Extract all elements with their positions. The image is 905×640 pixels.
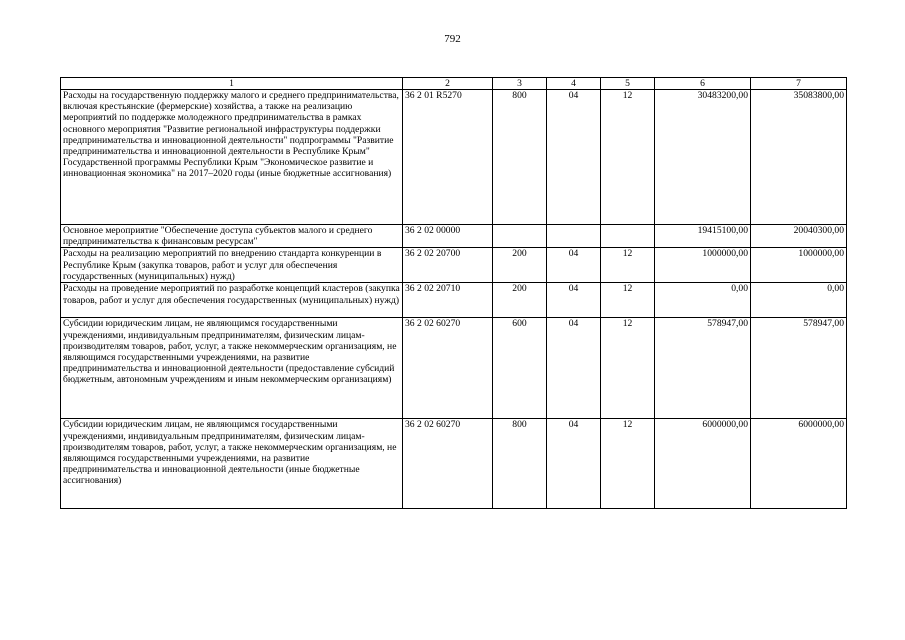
row-col5: 12 — [601, 283, 655, 318]
row-code: 36 2 02 00000 — [403, 225, 493, 248]
table-row — [61, 225, 847, 248]
row-col3: 600 — [493, 318, 547, 419]
row-amount-6: 6000000,00 — [655, 419, 751, 509]
row-description: Основное мероприятие "Обеспечение доступа субъектов малого и среднего предпринимательства к финансовым ресурсам" — [61, 225, 403, 248]
row-code: 36 2 02 20710 — [403, 283, 493, 318]
row-col4: 04 — [547, 318, 601, 419]
row-code: 36 2 01 R5270 — [403, 90, 493, 225]
row-amount-6: 578947,00 — [655, 318, 751, 419]
row-amount-6: 1000000,00 — [655, 248, 751, 283]
table-row — [61, 90, 847, 225]
row-description: Субсидии юридическим лицам, не являющимся государственными учреждениями, индивидуальным предпринимателям, физическим лицам-производителям товаров, работ, услуг, а также некоммерческим организациям, не являющимся государственными учреждениями, на развитие предпринимательства и инновационной деятельности (иные бюджетные ассигнования) — [61, 419, 403, 509]
row-col3: 200 — [493, 283, 547, 318]
column-header-4: 4 — [547, 78, 601, 90]
table-row — [61, 248, 847, 283]
row-col4: 04 — [547, 283, 601, 318]
row-col5: 12 — [601, 318, 655, 419]
row-description: Расходы на государственную поддержку малого и среднего предпринимательства, включая крестьянские (фермерские) хозяйства, а также на реализацию мероприятий по поддержке молодежного предпринимательства в рамках основного мероприятия "Развитие региональной инфраструктуры поддержки предпринимательства и инновационной деятельности" подпрограммы "Развитие предпринимательства и инновационной деятельности в Республике Крым" Государственной программы Республики Крым "Экономическое развитие и инновационная экономика" на 2017–2020 годы (иные бюджетные ассигнования) — [61, 90, 403, 225]
page-number: 792 — [444, 33, 461, 45]
row-col3: 800 — [493, 419, 547, 509]
row-col4 — [547, 225, 601, 248]
row-code: 36 2 02 60270 — [403, 318, 493, 419]
column-header-3: 3 — [493, 78, 547, 90]
row-amount-6: 30483200,00 — [655, 90, 751, 225]
budget-table — [60, 77, 847, 509]
row-amount-7: 578947,00 — [751, 318, 847, 419]
row-code: 36 2 02 20700 — [403, 248, 493, 283]
table-row — [61, 283, 847, 318]
column-header-2: 2 — [403, 78, 493, 90]
row-description: Субсидии юридическим лицам, не являющимся государственными учреждениями, индивидуальным предпринимателям, физическим лицам-производителям товаров, работ, услуг, а также некоммерческим организациям, не являющимся государственными учреждениями, на развитие предпринимательства и инновационной деятельности (предоставление субсидий бюджетным, автономным учреждениям и иным некоммерческим организациям) — [61, 318, 403, 419]
row-col4: 04 — [547, 90, 601, 225]
row-col5: 12 — [601, 90, 655, 225]
row-col4: 04 — [547, 419, 601, 509]
row-col3: 200 — [493, 248, 547, 283]
row-col5: 12 — [601, 248, 655, 283]
row-col5: 12 — [601, 419, 655, 509]
row-amount-6: 19415100,00 — [655, 225, 751, 248]
row-amount-7: 6000000,00 — [751, 419, 847, 509]
table-row — [61, 419, 847, 509]
row-col3: 800 — [493, 90, 547, 225]
row-amount-7: 0,00 — [751, 283, 847, 318]
row-col4: 04 — [547, 248, 601, 283]
row-col5 — [601, 225, 655, 248]
column-header-6: 6 — [655, 78, 751, 90]
row-description: Расходы на реализацию мероприятий по внедрению стандарта конкуренции в Республике Крым (закупка товаров, работ и услуг для обеспечения государственных (муниципальных) нужд) — [61, 248, 403, 283]
column-header-5: 5 — [601, 78, 655, 90]
row-description: Расходы на проведение мероприятий по разработке концепций кластеров (закупка товаров, работ и услуг для обеспечения государственных (муниципальных) нужд) — [61, 283, 403, 318]
row-amount-7: 35083800,00 — [751, 90, 847, 225]
table-row — [61, 318, 847, 419]
row-amount-7: 1000000,00 — [751, 248, 847, 283]
table-header-row — [61, 78, 847, 90]
row-col3 — [493, 225, 547, 248]
column-header-7: 7 — [751, 78, 847, 90]
row-amount-7: 20040300,00 — [751, 225, 847, 248]
row-code: 36 2 02 60270 — [403, 419, 493, 509]
column-header-1: 1 — [61, 78, 403, 90]
row-amount-6: 0,00 — [655, 283, 751, 318]
